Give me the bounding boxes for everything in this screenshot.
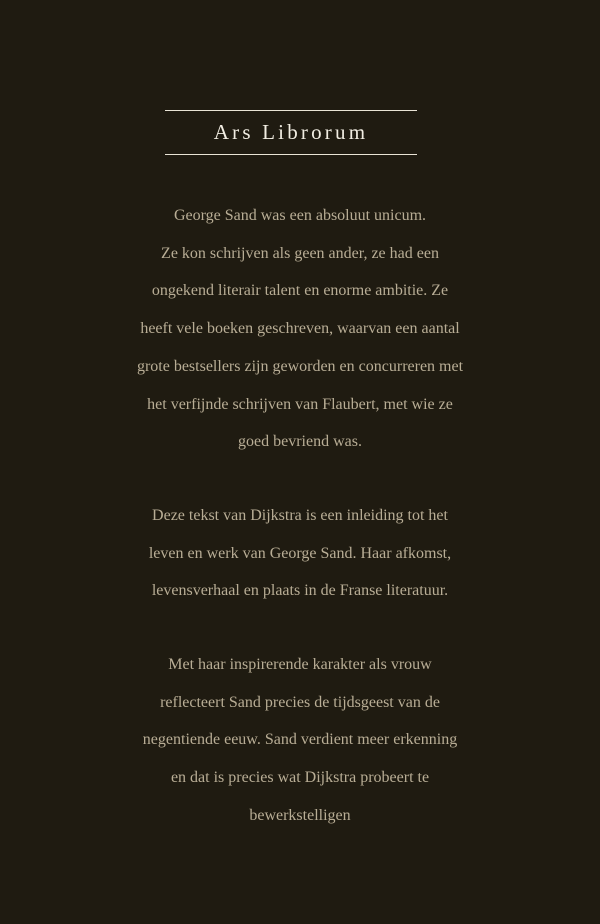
blurb-paragraph-1	[80, 197, 520, 461]
blurb-line: Deze tekst van Dijkstra is een inleiding tot het	[152, 507, 448, 524]
blurb-line: negentiende eeuw. Sand verdient meer erkenning	[142, 731, 458, 749]
blurb-line: en dat is precies wat Dijkstra probeert te	[170, 769, 430, 787]
title-top-rule	[165, 110, 417, 111]
publisher-title: Ars Librorum	[213, 120, 369, 144]
blurb-paragraph-3	[80, 646, 520, 835]
blurb-line: ongekend literair talent en enorme ambitie. Ze	[151, 282, 449, 300]
blurb-line: leven en werk van George Sand. Haar afkomst,	[148, 544, 452, 562]
title-bottom-rule	[165, 154, 417, 155]
blurb-line: grote bestsellers zijn geworden en concurreren met	[136, 357, 464, 375]
publisher-title-block	[165, 110, 417, 156]
blurb-line: Met haar inspirerende karakter als vrouw	[168, 656, 432, 673]
blurb-paragraph-2	[80, 497, 520, 610]
blurb-line: reflecteert Sand precies de tijdsgeest van de	[160, 693, 440, 711]
blurb-line: bewerkstelligen	[249, 806, 351, 824]
blurb-line: Ze kon schrijven als geen ander, ze had een	[161, 244, 439, 262]
blurb-line: goed bevriend was.	[238, 433, 362, 451]
blurb-line: George Sand was een absoluut unicum.	[173, 207, 427, 224]
blurb-line: het verfijnde schrijven van Flaubert, met wie ze	[147, 395, 453, 413]
blurb-line: levensverhaal en plaats in de Franse literatuur.	[151, 582, 449, 600]
blurb-line: heeft vele boeken geschreven, waarvan een aantal	[140, 320, 460, 338]
